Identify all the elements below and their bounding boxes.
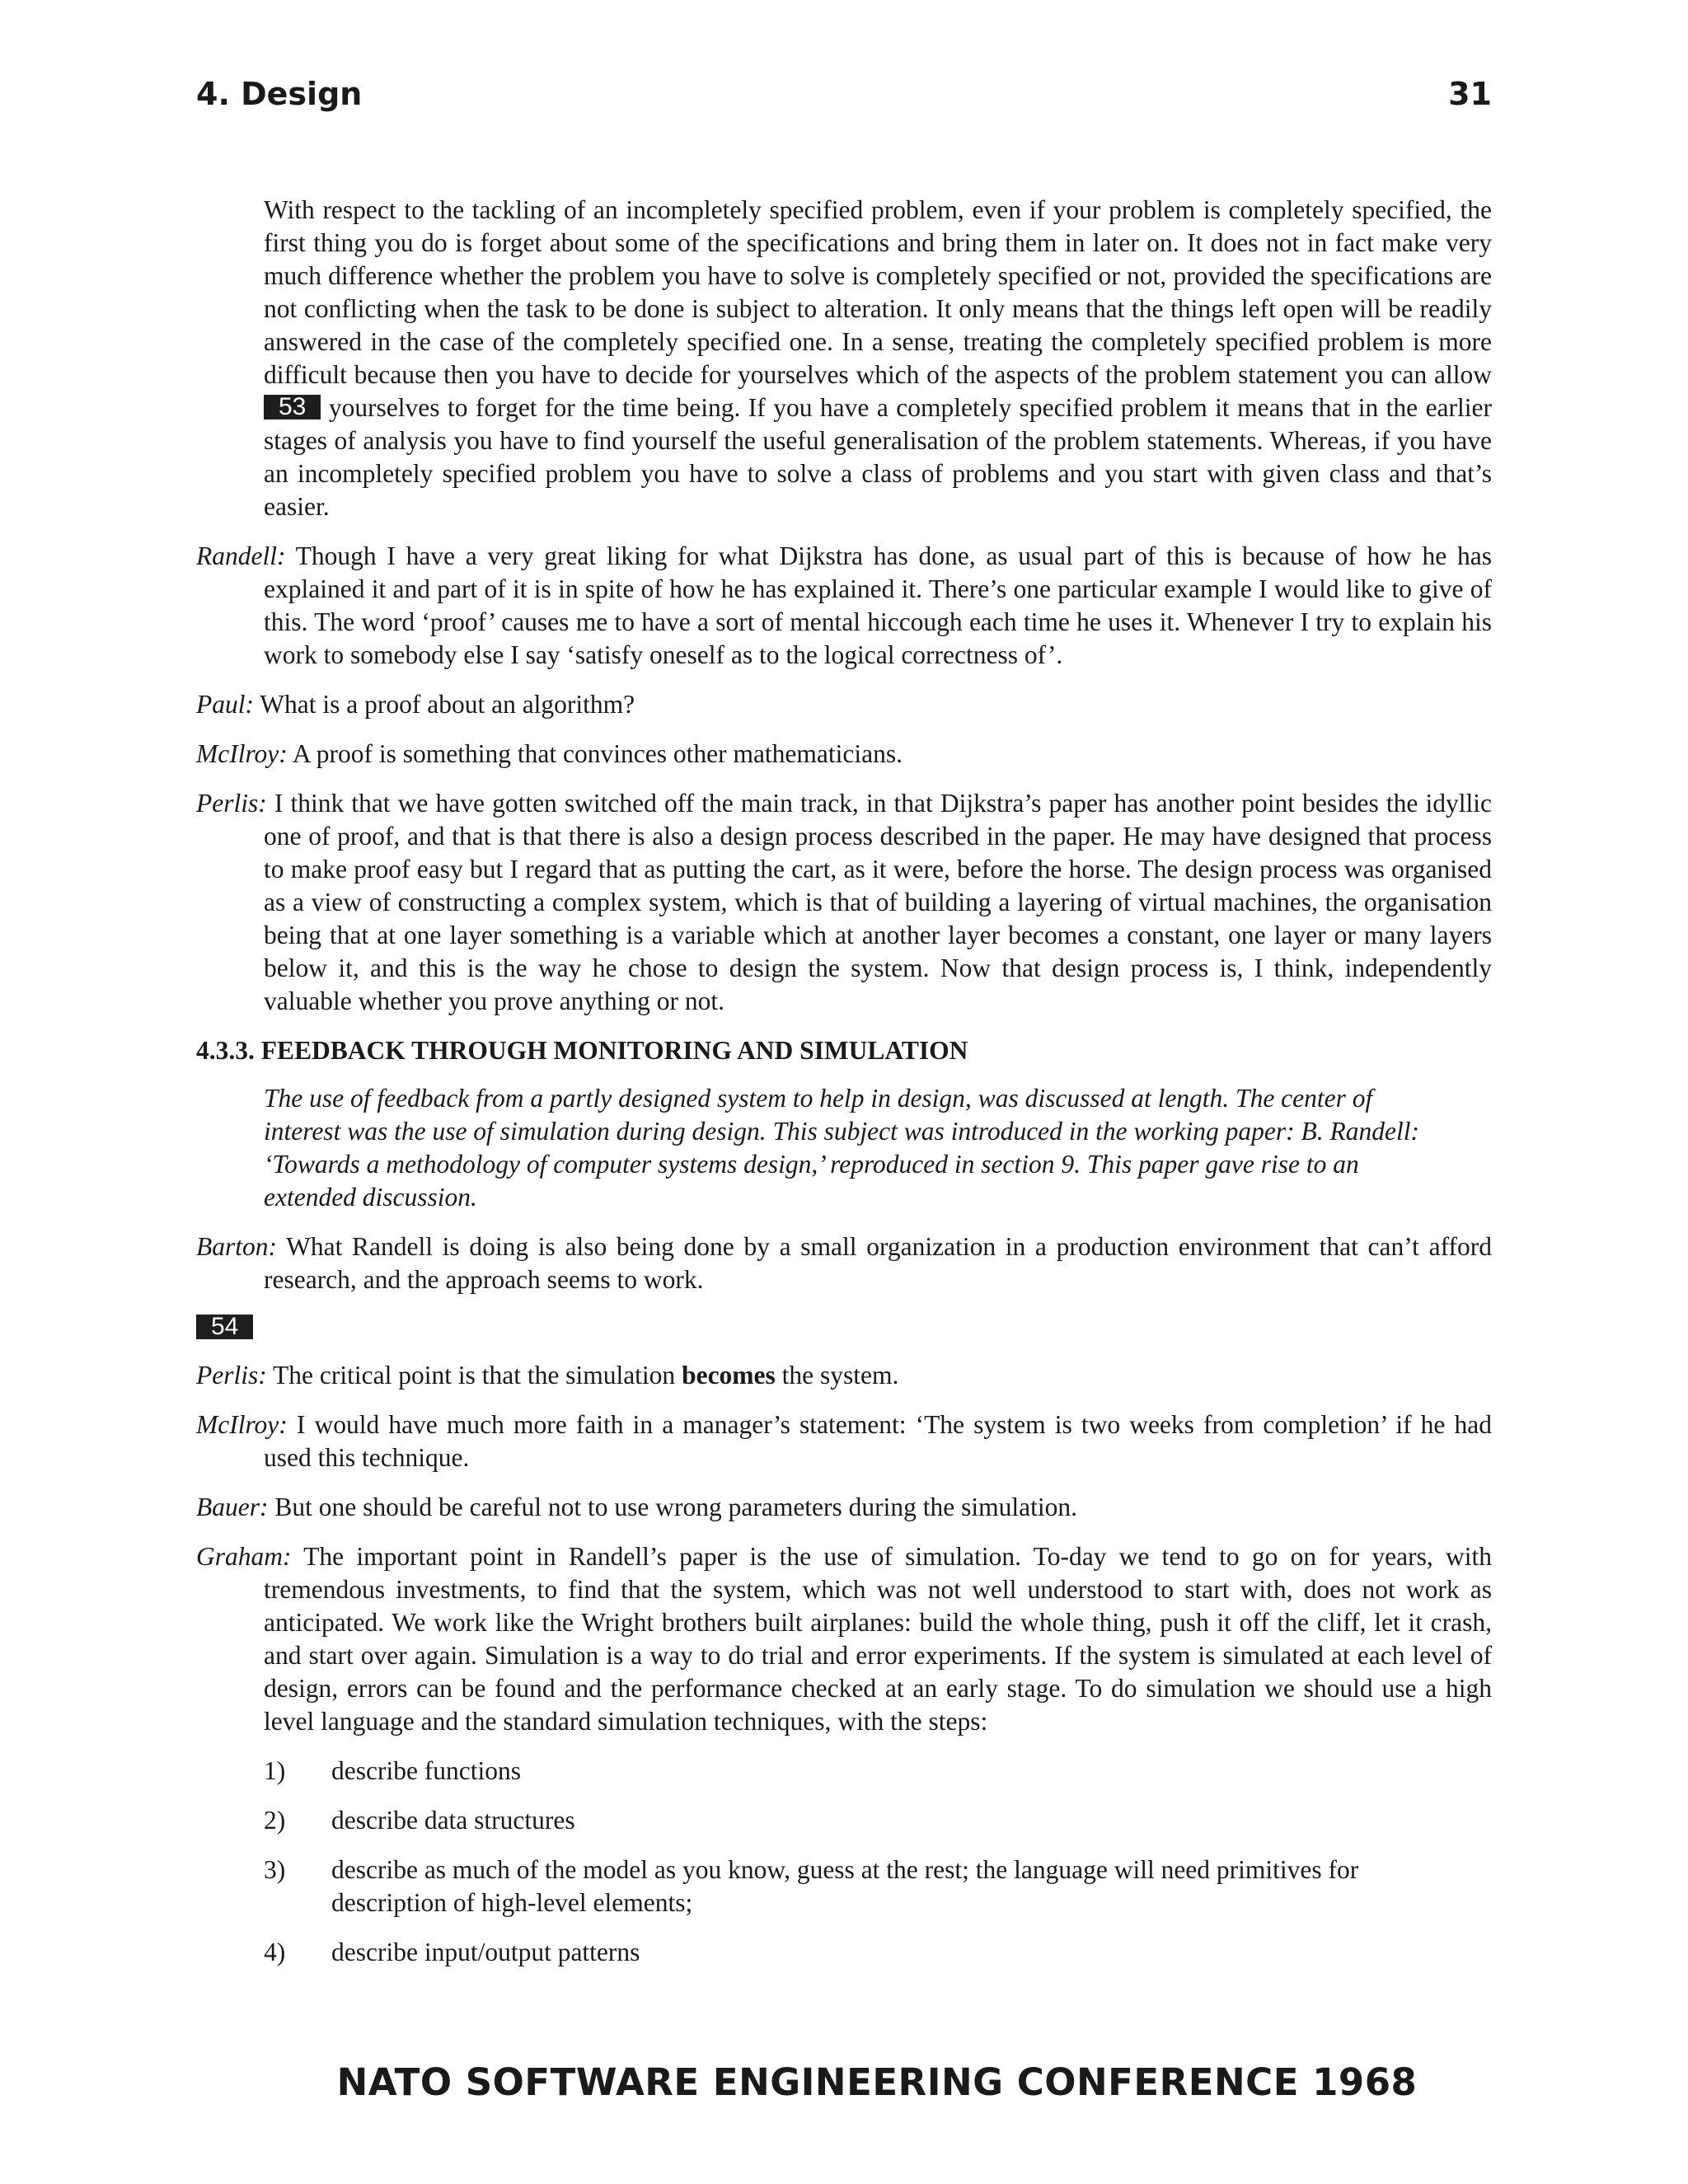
intro-paragraph — [196, 194, 1492, 523]
intro-text: With respect to the tackling of an incompletely specified problem, even if your problem is completely specified, the first thing you do is forget about some of the specifications and bring them in later on. It does not in fact make very much difference whether the problem you have to solve is completely specified or not, provided the specifications are not conflicting when the task to be done is subject to alteration. It only means that the things left open will be readily answered in the case of the completely specified one. In a sense, treating the completely specified problem is more difficult because then you have to decide for yourselves which of the aspects of the problem statement you can allow — [264, 195, 1492, 389]
list-text: describe functions — [331, 1756, 522, 1785]
speech-perlis — [196, 787, 1492, 1018]
page-marker-53: 53 — [264, 395, 321, 419]
speech-text: What Randell is doing is also being done by a small organization in a production environment that can’t afford research, and the approach seems to work. — [264, 1232, 1492, 1294]
list-item — [264, 1804, 1492, 1837]
section-heading: 4.3.3. FEEDBACK THROUGH MONITORING AND SIMULATION — [196, 1036, 968, 1065]
speech-barton — [196, 1230, 1492, 1296]
speech-text: The critical point is that the simulation — [266, 1361, 682, 1390]
speech-text: The important point in Randell’s paper is the use of simulation. To-day we tend to go on for years, with tremendous investments, to find that the system, which was not well understood to start with, does not work as anticipated. We work like the Wright brothers built airplanes: build the whole thing, push it off the cliff, let it crash, and start over again. Simulation is a way to do trial and error experiments. If the system is simulated at each level of design, errors can be found and the performance checked at an early stage. To do simulation we should use a high level language and the standard simulation techniques, with the steps: — [264, 1542, 1492, 1736]
chapter-title: 4. Design — [196, 76, 363, 112]
page-header — [196, 76, 1492, 125]
speech-text: Though I have a very great liking for what Dijkstra has done, as usual part of this is because of how he has explained it and part of it is in spite of how he has explained it. There’s one particular example I would like to give of this. The word ‘proof’ causes me to have a sort of mental hiccough each time he uses it. Whenever I try to explain his work to somebody else I say ‘satisfy oneself as to the logical correctness of’. — [264, 541, 1492, 669]
list-number: 1) — [264, 1756, 286, 1785]
page-footer — [0, 2060, 1688, 2104]
speaker-name: McIlroy: — [196, 739, 288, 768]
speech-paul — [196, 688, 1492, 721]
speech-randell — [196, 540, 1492, 672]
page-marker-line — [196, 1313, 1492, 1343]
list-item — [264, 1755, 1492, 1788]
page-number: 31 — [1448, 76, 1492, 112]
list-item — [264, 1936, 1492, 1969]
speech-text: But one should be careful not to use wrong parameters during the simulation. — [268, 1493, 1078, 1521]
list-number: 2) — [264, 1806, 286, 1835]
speech-perlis-2 — [196, 1359, 1492, 1392]
speaker-name: Graham: — [196, 1542, 292, 1571]
list-number: 4) — [264, 1938, 286, 1966]
speaker-name: Perlis: — [196, 789, 267, 818]
speech-text: A proof is something that convinces other mathematicians. — [287, 739, 903, 768]
speech-text-end: the system. — [775, 1361, 899, 1390]
speech-text: What is a proof about an algorithm? — [253, 690, 635, 719]
emphasis-text: becomes — [682, 1361, 776, 1390]
list-text: describe as much of the model as you know, guess at the rest; the language will need primitives for description of high-level elements; — [331, 1855, 1359, 1917]
speech-text: I would have much more faith in a manager’s statement: ‘The system is two weeks from completion’ if he had used this technique. — [264, 1410, 1492, 1472]
speaker-name: Paul: — [196, 690, 254, 719]
speech-text: I think that we have gotten switched off the main track, in that Dijkstra’s paper has another point besides the idyllic one of proof, and that is that there is also a design process described in the paper. He may have designed that process to make proof easy but I regard that as putting the cart, as it were, before the horse. The design process was organised as a view of constructing a complex system, which is that of building a layering of virtual machines, the organisation being that at one layer something is a variable which at another layer becomes a constant, one layer or many layers below it, and this is the way he chose to design the system. Now that design process is, I think, independently valuable whether you prove anything or not. — [264, 789, 1492, 1015]
speech-bauer — [196, 1491, 1492, 1524]
speech-graham — [196, 1540, 1492, 1738]
footer-title: NATO SOFTWARE ENGINEERING CONFERENCE 1968 — [336, 2060, 1418, 2104]
page-marker-54: 54 — [196, 1315, 253, 1339]
steps-list — [196, 1755, 1492, 1969]
speaker-name: Bauer: — [196, 1493, 269, 1521]
speaker-name: Perlis: — [196, 1361, 267, 1390]
speaker-name: McIlroy: — [196, 1410, 288, 1439]
page-body — [196, 194, 1492, 1985]
intro-text-continued: yourselves to forget for the time being. If you have a completely specified problem it means that in the earlier stages of analysis you have to find yourself the useful generalisation of the problem statements. Whereas, if you have an incompletely specified problem you have to solve a class of problems and you start with given class and that’s easier. — [264, 393, 1492, 521]
list-text: describe data structures — [331, 1806, 575, 1835]
section-summary: The use of feedback from a partly designed system to help in design, was discussed at length. The center of interest was the use of simulation during design. This subject was introduced in the working paper: B. Randell: ‘Towards a methodology of computer systems design,’ reproduced in section 9. This paper gave rise to an extended discussion. — [264, 1084, 1419, 1212]
speech-mcilroy-2 — [196, 1408, 1492, 1474]
list-number: 3) — [264, 1855, 286, 1884]
speech-mcilroy — [196, 738, 1492, 771]
speaker-name: Randell: — [196, 541, 286, 570]
speaker-name: Barton: — [196, 1232, 277, 1261]
list-item — [264, 1854, 1492, 1919]
list-text: describe input/output patterns — [331, 1938, 640, 1966]
